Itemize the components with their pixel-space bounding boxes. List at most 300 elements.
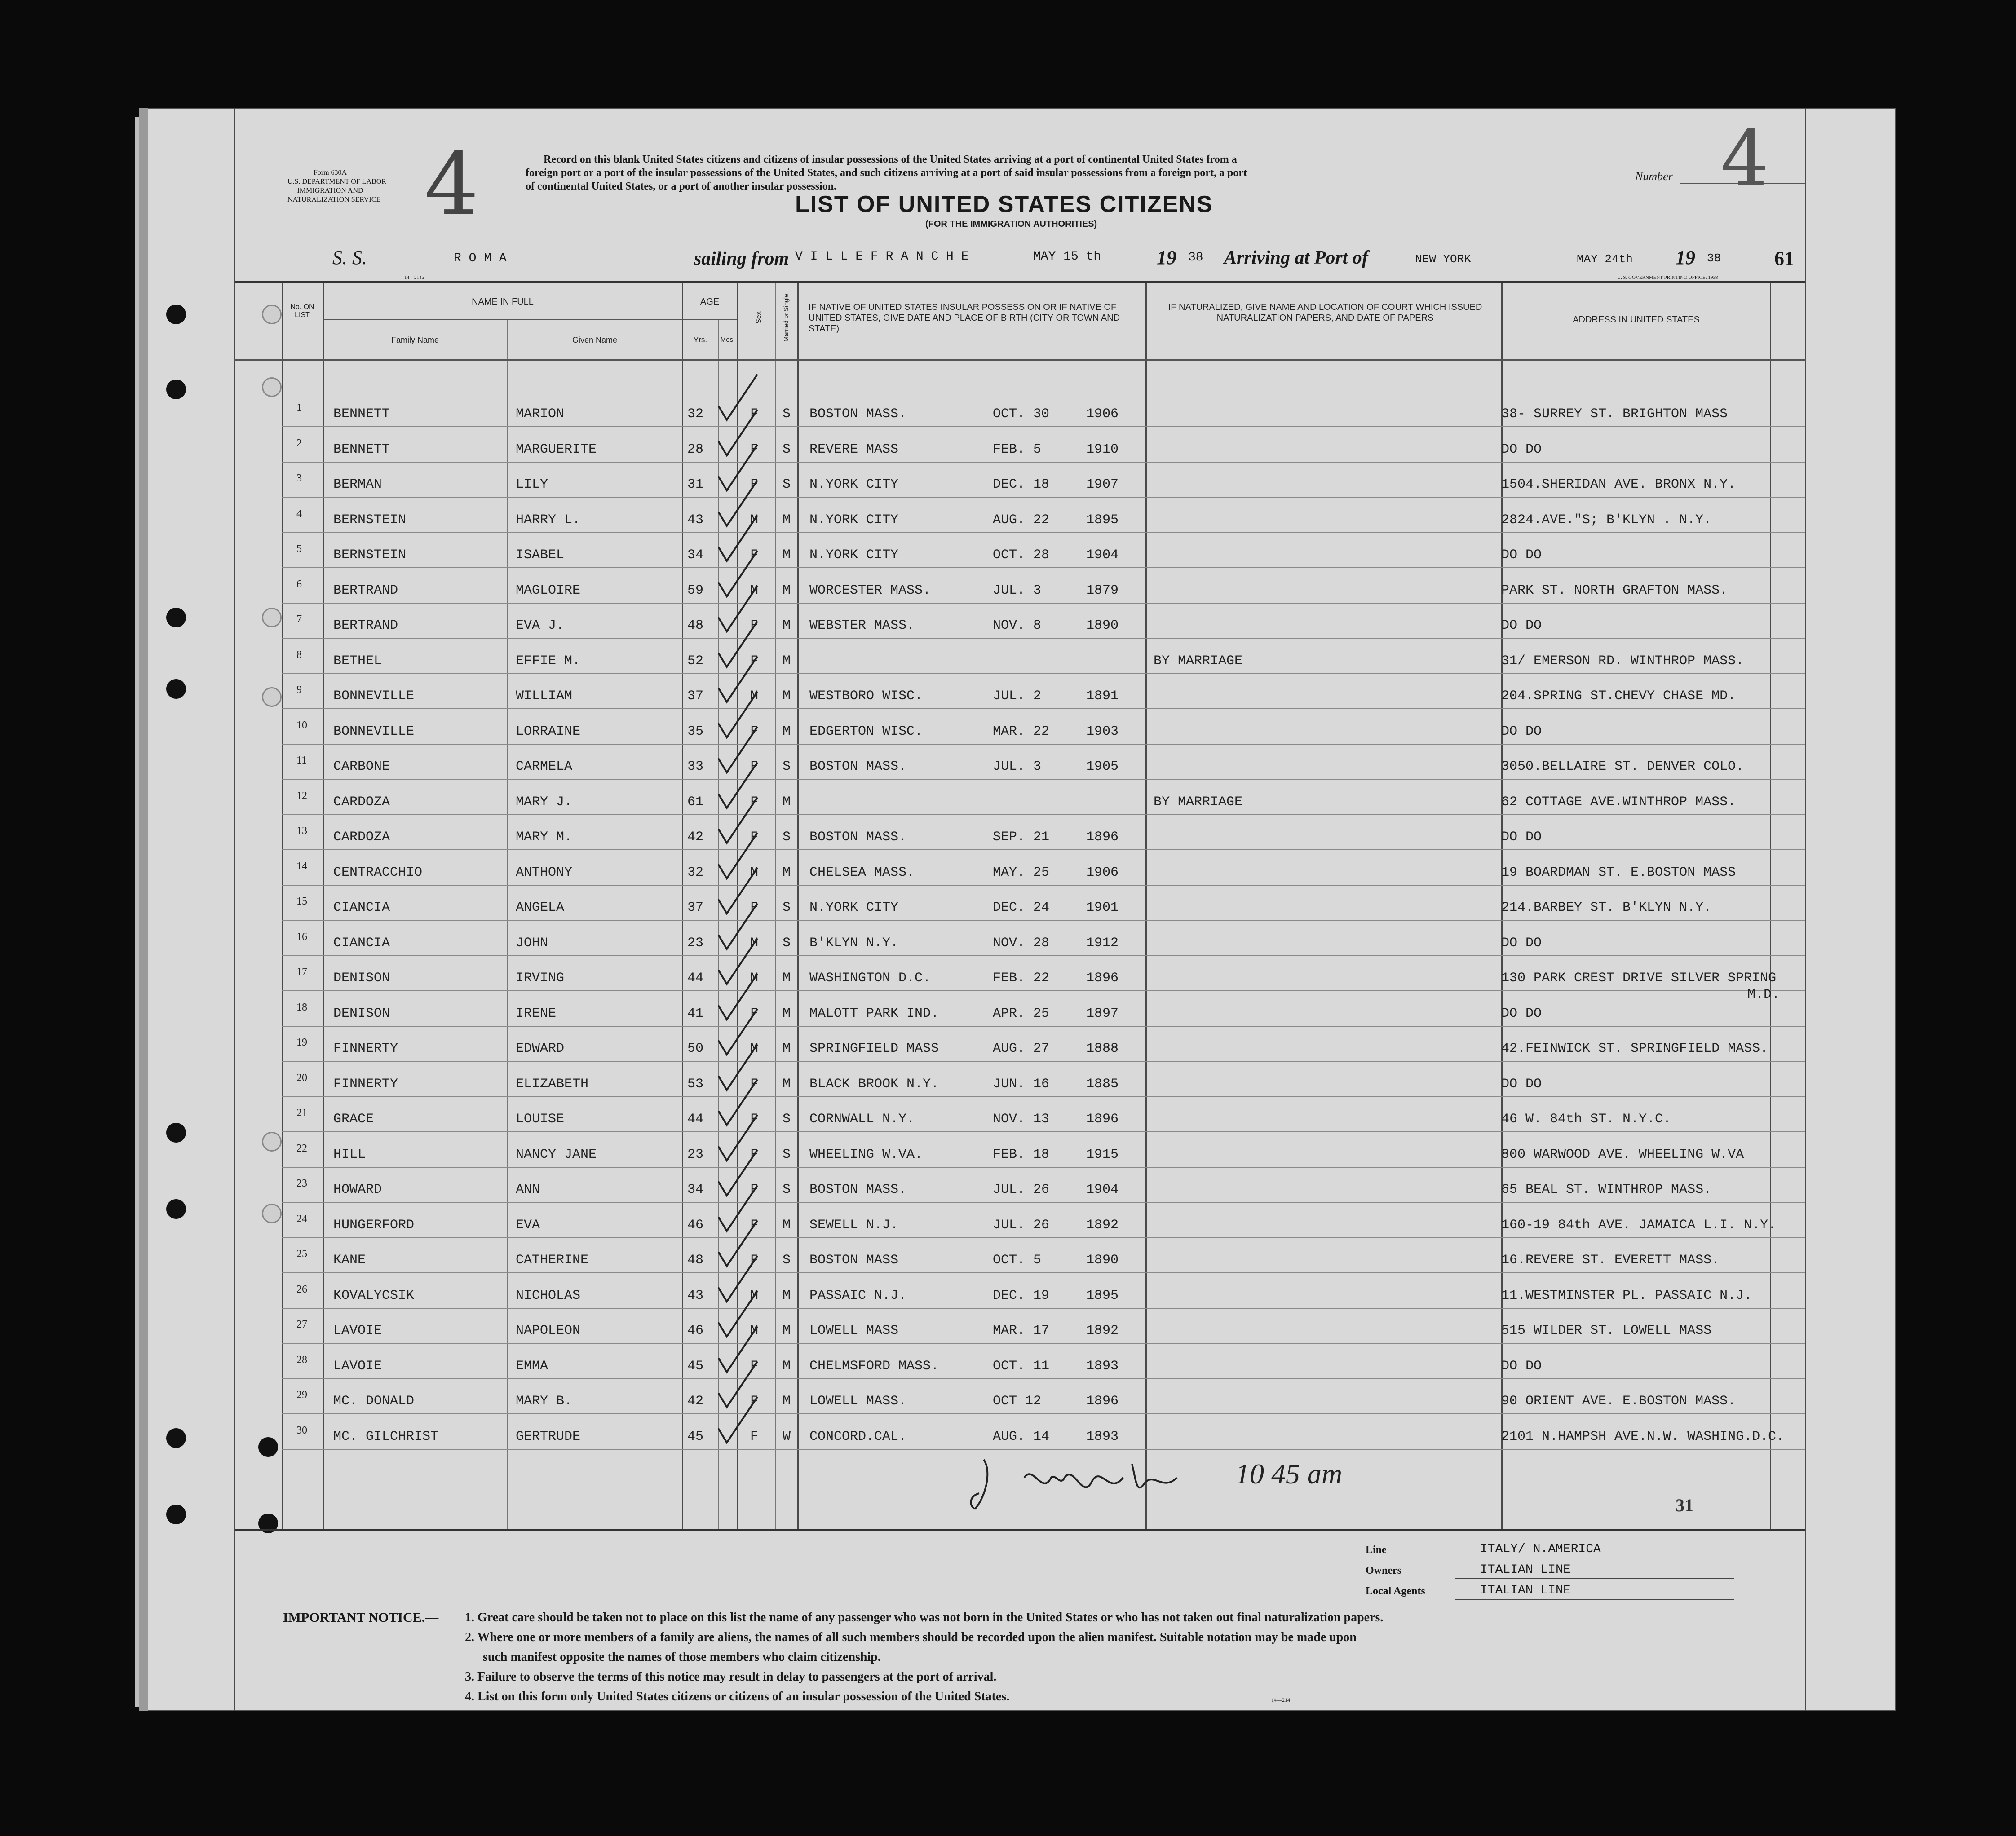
sex: F [750, 1182, 759, 1197]
arrival-date: MAY 24th [1577, 252, 1633, 266]
row-number: 1 [296, 402, 302, 414]
address: 31/ EMERSON RD. WINTHROP MASS. [1501, 653, 1744, 669]
page-edge [139, 108, 148, 1711]
birth-date: NOV. 8 [993, 618, 1042, 633]
given-name: ELIZABETH [516, 1077, 589, 1092]
tally-checkmarks [714, 341, 782, 1518]
sex: F [750, 1253, 759, 1268]
row-rule [282, 744, 1805, 745]
sex: F [750, 1394, 759, 1409]
row-rule [282, 1061, 1805, 1062]
sex: F [750, 477, 759, 492]
given-name: NANCY JANE [516, 1147, 597, 1162]
notice-item: such manifest opposite the names of those members who claim citizenship. [483, 1650, 881, 1664]
birth-year: 1895 [1086, 512, 1119, 528]
row-rule [282, 1308, 1805, 1309]
owners-value: ITALIAN LINE [1480, 1563, 1571, 1577]
marital-status: M [783, 1041, 791, 1056]
row-rule [282, 673, 1805, 674]
row-rule [282, 920, 1805, 921]
age-years: 23 [687, 1147, 704, 1162]
birth-year: 1893 [1086, 1359, 1119, 1374]
row-rule [282, 1378, 1805, 1379]
checkmark [719, 375, 757, 420]
birth-year: 1906 [1086, 865, 1119, 880]
given-name: EVA J. [516, 618, 565, 633]
address: 2101 N.HAMPSH AVE.N.W. WASHING.D.C. [1501, 1429, 1785, 1444]
birth-year: 1896 [1086, 1394, 1119, 1409]
marital-status: M [783, 1288, 791, 1303]
notice-item: 1. Great care should be taken not to place on this list the name of any passenger who was not born in the United States or who has not taken out final naturalization papers. [465, 1611, 1384, 1624]
birth-date: JUL. 26 [993, 1218, 1050, 1233]
row-rule [282, 497, 1805, 498]
naturalization: BY MARRIAGE [1154, 794, 1243, 810]
column-rule [682, 283, 683, 1529]
sex: F [750, 618, 759, 633]
header-no-on-list: No. ON LIST [290, 303, 314, 319]
family-name: BERMAN [333, 477, 382, 492]
birth-date: DEC. 18 [993, 477, 1050, 492]
notice-item: 2. Where one or more members of a family are aliens, the names of all such members should be recorded upon the alien manifest. Suitable notation may be made upon [465, 1630, 1357, 1644]
address: 2824.AVE."S; B'KLYN . N.Y. [1501, 512, 1712, 528]
sex: F [750, 1112, 759, 1127]
handwritten-time: 10 45 am [1235, 1458, 1343, 1490]
binder-hole [166, 305, 186, 324]
sex: F [750, 442, 759, 457]
birth-year: 1896 [1086, 1112, 1119, 1127]
birth-year: 1893 [1086, 1429, 1119, 1444]
age-years: 31 [687, 477, 704, 492]
row-number: 27 [296, 1319, 307, 1330]
row-number: 2 [296, 437, 302, 449]
birth-date: OCT. 30 [993, 406, 1050, 422]
sex: F [750, 1359, 759, 1374]
age-years: 46 [687, 1218, 704, 1233]
age-years: 32 [687, 865, 704, 880]
row-rule [282, 849, 1805, 850]
marital-status: W [783, 1429, 791, 1444]
marital-status: M [783, 653, 791, 669]
age-years: 45 [687, 1429, 704, 1444]
sex: M [750, 971, 759, 986]
row-rule [282, 1096, 1805, 1097]
address: DO DO [1501, 1006, 1542, 1021]
handwritten-number: 4 [1720, 115, 1769, 203]
birth-place: WORCESTER MASS. [809, 583, 931, 598]
row-rule [282, 462, 1805, 463]
column-rule [507, 319, 508, 1529]
birth-place: BOSTON MASS. [809, 1182, 907, 1197]
sex: F [750, 900, 759, 915]
marital-status: M [783, 1006, 791, 1021]
agents-value: ITALIAN LINE [1480, 1584, 1571, 1598]
row-rule [282, 990, 1805, 991]
given-name: NICHOLAS [516, 1288, 581, 1303]
sex: M [750, 936, 759, 951]
marital-status: M [783, 1218, 791, 1233]
birth-date: OCT. 28 [993, 547, 1050, 563]
instructions [526, 153, 1247, 193]
binder-hole [262, 305, 282, 324]
notice-label: IMPORTANT NOTICE.— [283, 1610, 439, 1625]
arrival-port: NEW YORK [1415, 252, 1471, 266]
header-married-single: Married or Single [782, 294, 790, 342]
given-name: MARY J. [516, 794, 573, 810]
age-years: 41 [687, 1006, 704, 1021]
age-years: 44 [687, 1112, 704, 1127]
row-number: 5 [296, 543, 302, 555]
row-number: 4 [296, 508, 302, 520]
row-number: 22 [296, 1143, 307, 1154]
arriving-label: Arriving at Port of [1224, 247, 1368, 268]
row-number: 26 [296, 1284, 307, 1295]
given-name: EDWARD [516, 1041, 565, 1056]
birth-place: BOSTON MASS [809, 1253, 899, 1268]
sex: F [750, 1077, 759, 1092]
row-rule [282, 1167, 1805, 1168]
age-years: 43 [687, 512, 704, 528]
address: 204.SPRING ST.CHEVY CHASE MD. [1501, 688, 1736, 704]
birth-year: 1915 [1086, 1147, 1119, 1162]
sex: M [750, 583, 759, 598]
row-number: 7 [296, 613, 302, 625]
birth-date: APR. 25 [993, 1006, 1050, 1021]
row-number: 11 [296, 755, 307, 766]
address: 62 COTTAGE AVE.WINTHROP MASS. [1501, 794, 1736, 810]
age-years: 48 [687, 618, 704, 633]
family-name: FINNERTY [333, 1041, 398, 1056]
birth-place: MALOTT PARK IND. [809, 1006, 939, 1021]
family-name: BENNETT [333, 406, 390, 422]
header-birth: IF NATIVE OF UNITED STATES INSULAR POSSESSION OR IF NATIVE OF UNITED STATES, GIVE DATE AND PLACE OF BIRTH (CITY OR TOWN AND STATE) [809, 302, 1120, 334]
sex: F [750, 1218, 759, 1233]
marital-status: S [783, 830, 791, 845]
notice-item: 4. List on this form only United States citizens or citizens of an insular possession of the United States. [465, 1690, 1010, 1704]
birth-place: WESTBORO WISC. [809, 688, 923, 704]
address: 38- SURREY ST. BRIGHTON MASS [1501, 406, 1728, 422]
birth-place: N.YORK CITY [809, 477, 899, 492]
birth-year: 1896 [1086, 830, 1119, 845]
table-bottom-rule [234, 1529, 1806, 1531]
sex: M [750, 688, 759, 704]
handwritten-list-number: 4 [424, 135, 479, 234]
sex: F [750, 794, 759, 810]
age-years: 50 [687, 1041, 704, 1056]
birth-place: LOWELL MASS. [809, 1394, 907, 1409]
birth-date: SEP. 21 [993, 830, 1050, 845]
birth-place: BOSTON MASS. [809, 830, 907, 845]
table-top-rule [234, 281, 1806, 283]
row-number: 23 [296, 1178, 307, 1189]
row-rule [282, 1272, 1805, 1273]
service-line: NATURALIZATION SERVICE [287, 196, 381, 203]
birth-date: OCT 12 [993, 1394, 1042, 1409]
birth-place: EDGERTON WISC. [809, 724, 923, 739]
family-name: GRACE [333, 1112, 374, 1127]
family-name: BENNETT [333, 442, 390, 457]
birth-place: CHELSEA MASS. [809, 865, 915, 880]
age-years: 48 [687, 1253, 704, 1268]
row-number: 17 [296, 966, 307, 978]
row-rule [282, 567, 1805, 568]
marital-status: M [783, 618, 791, 633]
age-years: 46 [687, 1323, 704, 1338]
owners-label: Owners [1366, 1565, 1401, 1576]
birth-place: CONCORD.CAL. [809, 1429, 907, 1444]
birth-place: CORNWALL N.Y. [809, 1112, 915, 1127]
printer-note: U. S. GOVERNMENT PRINTING OFFICE: 1938 [1617, 275, 1718, 280]
binder-hole [166, 380, 186, 399]
birth-date: FEB. 18 [993, 1147, 1050, 1162]
address: DO DO [1501, 830, 1542, 845]
birth-year: 1912 [1086, 936, 1119, 951]
birth-date: MAR. 22 [993, 724, 1050, 739]
birth-year: 1879 [1086, 583, 1119, 598]
ship-name: R O M A [454, 252, 507, 265]
instructions-line: Record on this blank United States citizens and citizens of insular possessions of the United States arriving at a port of continental United States from a [544, 154, 1237, 165]
age-years: 34 [687, 547, 704, 563]
header-name-in-full: NAME IN FULL [472, 297, 534, 307]
row-number: 29 [296, 1389, 307, 1401]
given-name: LOUISE [516, 1112, 565, 1127]
birth-date: MAR. 17 [993, 1323, 1050, 1338]
family-name: BETHEL [333, 653, 382, 669]
header-mos: Mos. [720, 336, 735, 344]
family-name: BERTRAND [333, 618, 398, 633]
binder-hole [262, 377, 282, 397]
birth-year: 1896 [1086, 971, 1119, 986]
sex: F [750, 1429, 759, 1444]
row-rule [282, 1026, 1805, 1027]
sex: F [750, 759, 759, 774]
row-rule [282, 779, 1805, 780]
sex: F [750, 724, 759, 739]
birth-place: B'KLYN N.Y. [809, 936, 899, 951]
birth-place: BOSTON MASS. [809, 406, 907, 422]
number-label: Number [1635, 170, 1673, 183]
sex: M [750, 512, 759, 528]
row-number: 3 [296, 472, 302, 484]
row-rule [282, 603, 1805, 604]
address: DO DO [1501, 1077, 1542, 1092]
marital-status: M [783, 688, 791, 704]
given-name: ISABEL [516, 547, 565, 563]
total-count: 31 [1676, 1495, 1693, 1515]
given-name: MARY M. [516, 830, 573, 845]
binder-hole [262, 1132, 282, 1152]
family-name: MC. GILCHRIST [333, 1429, 439, 1444]
row-rule [282, 426, 1805, 427]
birth-year: 1885 [1086, 1077, 1119, 1092]
binder-hole [262, 687, 282, 707]
family-name: BONNEVILLE [333, 724, 415, 739]
column-rule [1770, 283, 1771, 1529]
notice-item: 3. Failure to observe the terms of this notice may result in delay to passengers at the port of arrival. [465, 1670, 997, 1684]
address: 42.FEINWICK ST. SPRINGFIELD MASS. [1501, 1041, 1768, 1056]
sailing-from-label: sailing from [694, 248, 789, 269]
sex: F [750, 547, 759, 563]
row-number: 30 [296, 1425, 307, 1436]
year-prefix: 19 [1676, 247, 1695, 269]
family-name: FINNERTY [333, 1077, 398, 1092]
age-years: 61 [687, 794, 704, 810]
birth-year: 1904 [1086, 547, 1119, 563]
address: 90 ORIENT AVE. E.BOSTON MASS. [1501, 1394, 1736, 1409]
header-address: ADDRESS IN UNITED STATES [1573, 315, 1700, 325]
binder-hole [262, 1204, 282, 1223]
row-rule [282, 532, 1805, 533]
agents-underline [1455, 1599, 1734, 1600]
birth-place: CHELMSFORD MASS. [809, 1359, 939, 1374]
marital-status: M [783, 865, 791, 880]
sex: F [750, 653, 759, 669]
family-name: CIANCIA [333, 900, 390, 915]
family-name: LAVOIE [333, 1359, 382, 1374]
marital-status: S [783, 936, 791, 951]
marital-status: M [783, 512, 791, 528]
address: DO DO [1501, 1359, 1542, 1374]
naturalization: BY MARRIAGE [1154, 653, 1243, 669]
binder-hole [166, 1428, 186, 1448]
family-name: HUNGERFORD [333, 1218, 415, 1233]
birth-date: FEB. 22 [993, 971, 1050, 986]
row-rule [282, 1131, 1805, 1132]
given-name: EMMA [516, 1359, 548, 1374]
row-rule [282, 1413, 1805, 1414]
birth-date: AUG. 27 [993, 1041, 1050, 1056]
row-number: 14 [296, 861, 307, 872]
birth-year: 1906 [1086, 406, 1119, 422]
binder-hole [258, 1437, 278, 1457]
address: 46 W. 84th ST. N.Y.C. [1501, 1112, 1671, 1127]
address: DO DO [1501, 936, 1542, 951]
sex: F [750, 1006, 759, 1021]
row-rule [282, 1343, 1805, 1344]
age-years: 35 [687, 724, 704, 739]
birth-date: OCT. 11 [993, 1359, 1050, 1374]
sex: F [750, 830, 759, 845]
age-years: 33 [687, 759, 704, 774]
marital-status: S [783, 477, 791, 492]
age-years: 59 [687, 583, 704, 598]
birth-place: N.YORK CITY [809, 547, 899, 563]
given-name: JOHN [516, 936, 548, 951]
family-name: MC. DONALD [333, 1394, 415, 1409]
address: 1504.SHERIDAN AVE. BRONX N.Y. [1501, 477, 1736, 492]
row-rule [282, 1202, 1805, 1203]
row-number: 8 [296, 649, 302, 661]
given-name: NAPOLEON [516, 1323, 581, 1338]
marital-status: S [783, 406, 791, 422]
binder-hole [166, 679, 186, 699]
row-number: 24 [296, 1213, 307, 1225]
given-name: LORRAINE [516, 724, 581, 739]
address: 16.REVERE ST. EVERETT MASS. [1501, 1253, 1720, 1268]
address: 65 BEAL ST. WINTHROP MASS. [1501, 1182, 1712, 1197]
family-name: CARDOZA [333, 794, 390, 810]
header-family-name: Family Name [391, 335, 439, 344]
marital-status: M [783, 1394, 791, 1409]
given-name: EFFIE M. [516, 653, 581, 669]
birth-year: 1905 [1086, 759, 1119, 774]
family-name: BERTRAND [333, 583, 398, 598]
agents-label: Local Agents [1366, 1585, 1425, 1597]
sex: F [750, 406, 759, 422]
row-number: 12 [296, 790, 307, 802]
marital-status: M [783, 1077, 791, 1092]
birth-date: JUL. 3 [993, 759, 1042, 774]
address: 515 WILDER ST. LOWELL MASS [1501, 1323, 1712, 1338]
birth-date: OCT. 5 [993, 1253, 1042, 1268]
family-name: BERNSTEIN [333, 547, 407, 563]
age-years: 34 [687, 1182, 704, 1197]
birth-year: 1904 [1086, 1182, 1119, 1197]
family-name: HOWARD [333, 1182, 382, 1197]
row-number: 13 [296, 825, 307, 837]
sailing-port: V I L L E F R A N C H E [795, 250, 969, 264]
line-label: Line [1366, 1544, 1387, 1556]
age-years: 23 [687, 936, 704, 951]
binder-hole [166, 1199, 186, 1219]
birth-date: NOV. 28 [993, 936, 1050, 951]
sex: M [750, 1041, 759, 1056]
marital-status: M [783, 724, 791, 739]
family-name: CARDOZA [333, 830, 390, 845]
marital-status: M [783, 547, 791, 563]
age-years: 44 [687, 971, 704, 986]
given-name: LILY [516, 477, 548, 492]
birth-place: WHEELING W.VA. [809, 1147, 923, 1162]
header-yrs: Yrs. [693, 335, 707, 344]
given-name: MARION [516, 406, 565, 422]
family-name: BERNSTEIN [333, 512, 407, 528]
age-years: 42 [687, 830, 704, 845]
marital-status: M [783, 794, 791, 810]
row-number: 16 [296, 931, 307, 943]
row-number: 10 [296, 719, 307, 731]
age-years: 43 [687, 1288, 704, 1303]
marital-status: M [783, 971, 791, 986]
row-rule [282, 708, 1805, 709]
binder-hole [166, 608, 186, 627]
page-number: 61 [1774, 247, 1794, 269]
row-number: 20 [296, 1072, 307, 1084]
sailing-year: 38 [1188, 251, 1203, 265]
family-name: KANE [333, 1253, 366, 1268]
row-number: 6 [296, 578, 302, 590]
binder-hole [166, 1123, 186, 1143]
birth-place: BOSTON MASS. [809, 759, 907, 774]
sex: M [750, 865, 759, 880]
family-name: LAVOIE [333, 1323, 382, 1338]
marital-status: S [783, 442, 791, 457]
marital-status: M [783, 1359, 791, 1374]
address: 11.WESTMINSTER PL. PASSAIC N.J. [1501, 1288, 1752, 1303]
family-name: CARBONE [333, 759, 390, 774]
form-number: Form 630A [313, 169, 347, 177]
birth-date: JUL. 2 [993, 688, 1042, 704]
age-years: 32 [687, 406, 704, 422]
birth-date: MAY. 25 [993, 865, 1050, 880]
row-number: 18 [296, 1002, 307, 1013]
address: 3050.BELLAIRE ST. DENVER COLO. [1501, 759, 1744, 774]
bottom-code: 14—214 [1271, 1697, 1290, 1703]
birth-date: FEB. 5 [993, 442, 1042, 457]
birth-year: 1890 [1086, 1253, 1119, 1268]
marital-status: S [783, 1182, 791, 1197]
sailing-date: MAY 15 th [1033, 250, 1101, 264]
marital-status: M [783, 583, 791, 598]
